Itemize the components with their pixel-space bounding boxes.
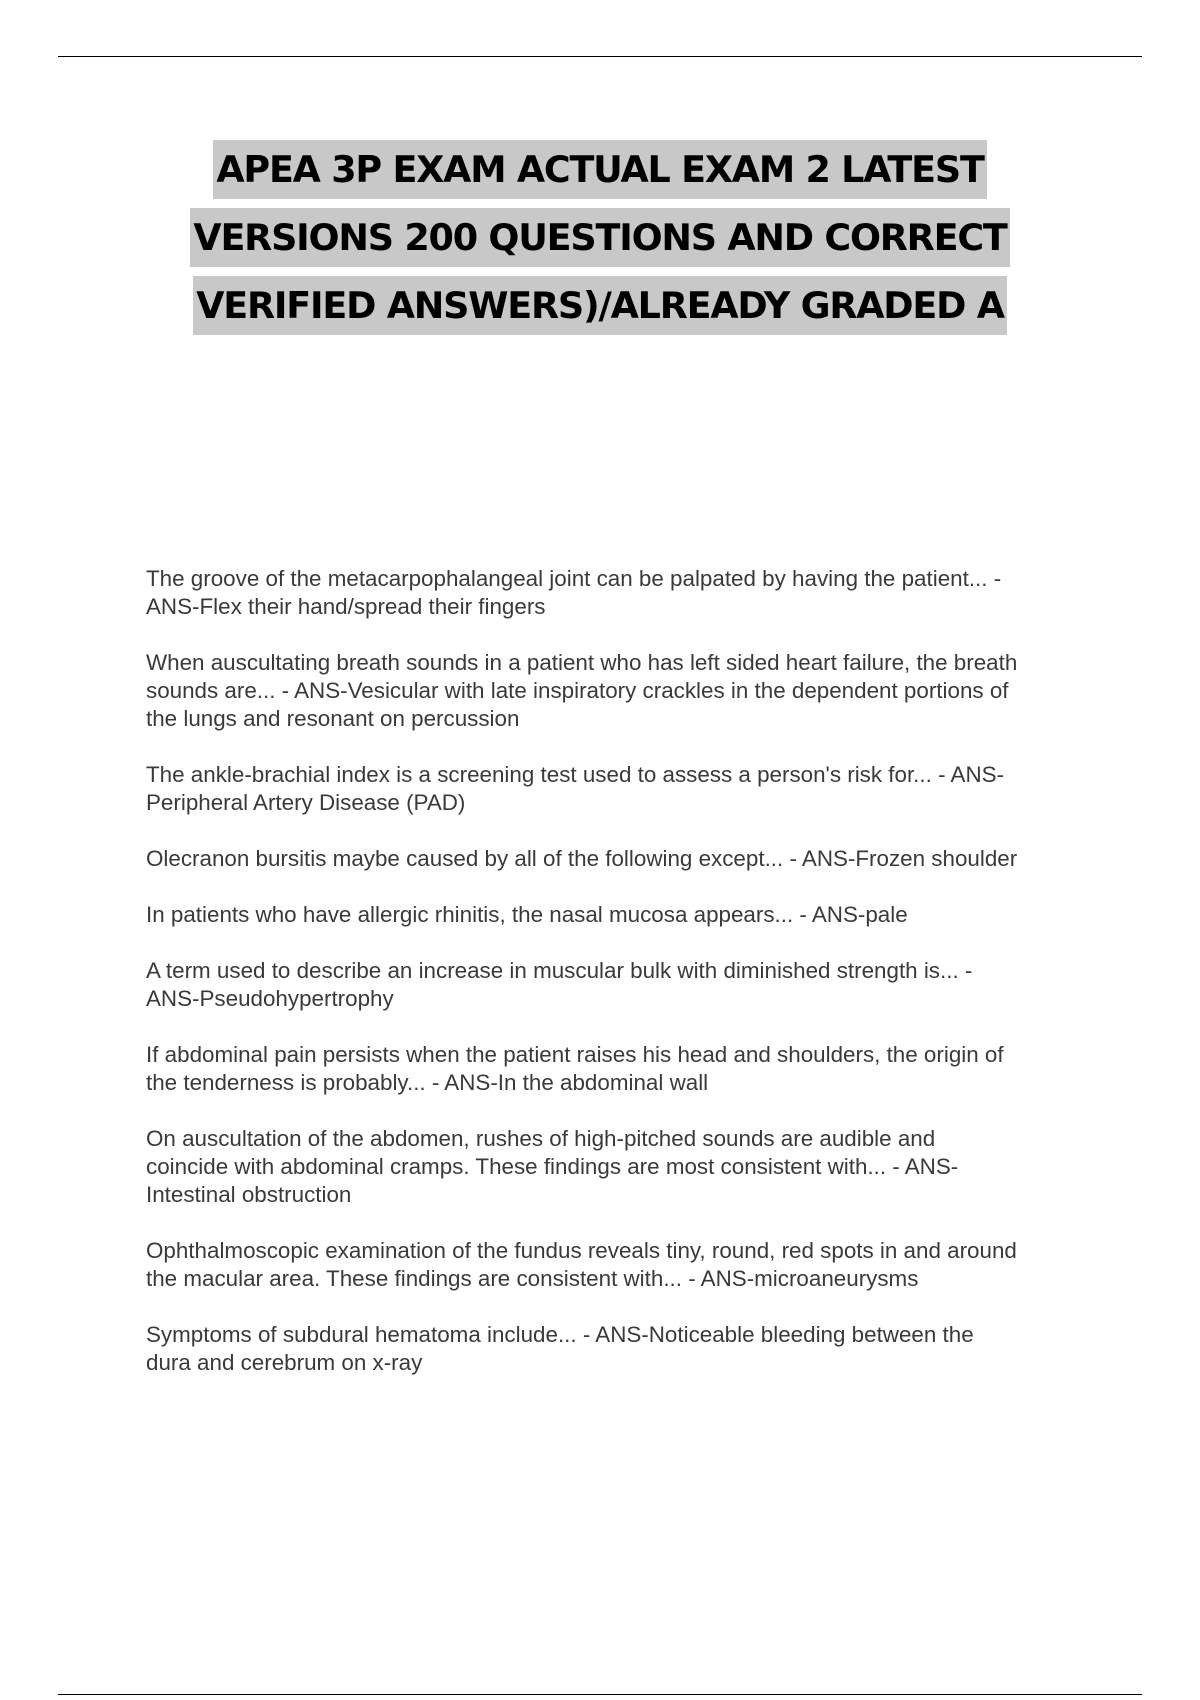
qa-line: Ophthalmoscopic examination of the fundus reveals tiny, round, red spots in and around [146,1238,1017,1263]
qa-line: A term used to describe an increase in muscular bulk with diminished strength is... - [146,958,973,983]
title-line-2: VERSIONS 200 QUESTIONS AND CORRECT [190,208,1009,267]
title-line-1: APEA 3P EXAM ACTUAL EXAM 2 LATEST [213,140,986,199]
qa-line: the tenderness is probably... - ANS-In the abdominal wall [146,1070,709,1095]
header-rule [58,56,1142,57]
qa-line: coincide with abdominal cramps. These findings are most consistent with... - ANS- [146,1154,959,1179]
qa-line: sounds are... - ANS-Vesicular with late inspiratory crackles in the dependent portions of [146,678,1009,703]
qa-line: When auscultating breath sounds in a patient who has left sided heart failure, the breath [146,650,1018,675]
qa-item [146,957,1096,1013]
qa-item [146,1237,1096,1293]
qa-item [146,649,1096,733]
qa-item [146,1125,1096,1209]
title-line-3: VERIFIED ANSWERS)/ALREADY GRADED A [193,276,1007,335]
qa-item [146,901,1096,929]
footer-rule [58,1694,1142,1695]
qa-line: Olecranon bursitis maybe caused by all of the following except... - ANS-Frozen shoulder [146,846,1018,871]
qa-item [146,761,1096,817]
qa-line: the macular area. These findings are consistent with... - ANS-microaneurysms [146,1266,919,1291]
qa-line: The ankle-brachial index is a screening test used to assess a person's risk for... - ANS- [146,762,1005,787]
qa-line: The groove of the metacarpophalangeal joint can be palpated by having the patient... - [146,566,1002,591]
qa-line: If abdominal pain persists when the patient raises his head and shoulders, the origin of [146,1042,1004,1067]
qa-line: ANS-Pseudohypertrophy [146,986,394,1011]
qa-line: Symptoms of subdural hematoma include... - ANS-Noticeable bleeding between the [146,1322,974,1347]
qa-line: Peripheral Artery Disease (PAD) [146,790,466,815]
qa-line: the lungs and resonant on percussion [146,706,520,731]
qa-line: dura and cerebrum on x-ray [146,1350,423,1375]
qa-line: Intestinal obstruction [146,1182,352,1207]
qa-item [146,1041,1096,1097]
qa-item [146,845,1096,873]
qa-line: ANS-Flex their hand/spread their fingers [146,594,546,619]
qa-list [146,565,1096,1405]
qa-item [146,565,1096,621]
qa-line: In patients who have allergic rhinitis, the nasal mucosa appears... - ANS-pale [146,902,908,927]
qa-item [146,1321,1096,1377]
document-title [0,140,1200,344]
qa-line: On auscultation of the abdomen, rushes of high-pitched sounds are audible and [146,1126,936,1151]
